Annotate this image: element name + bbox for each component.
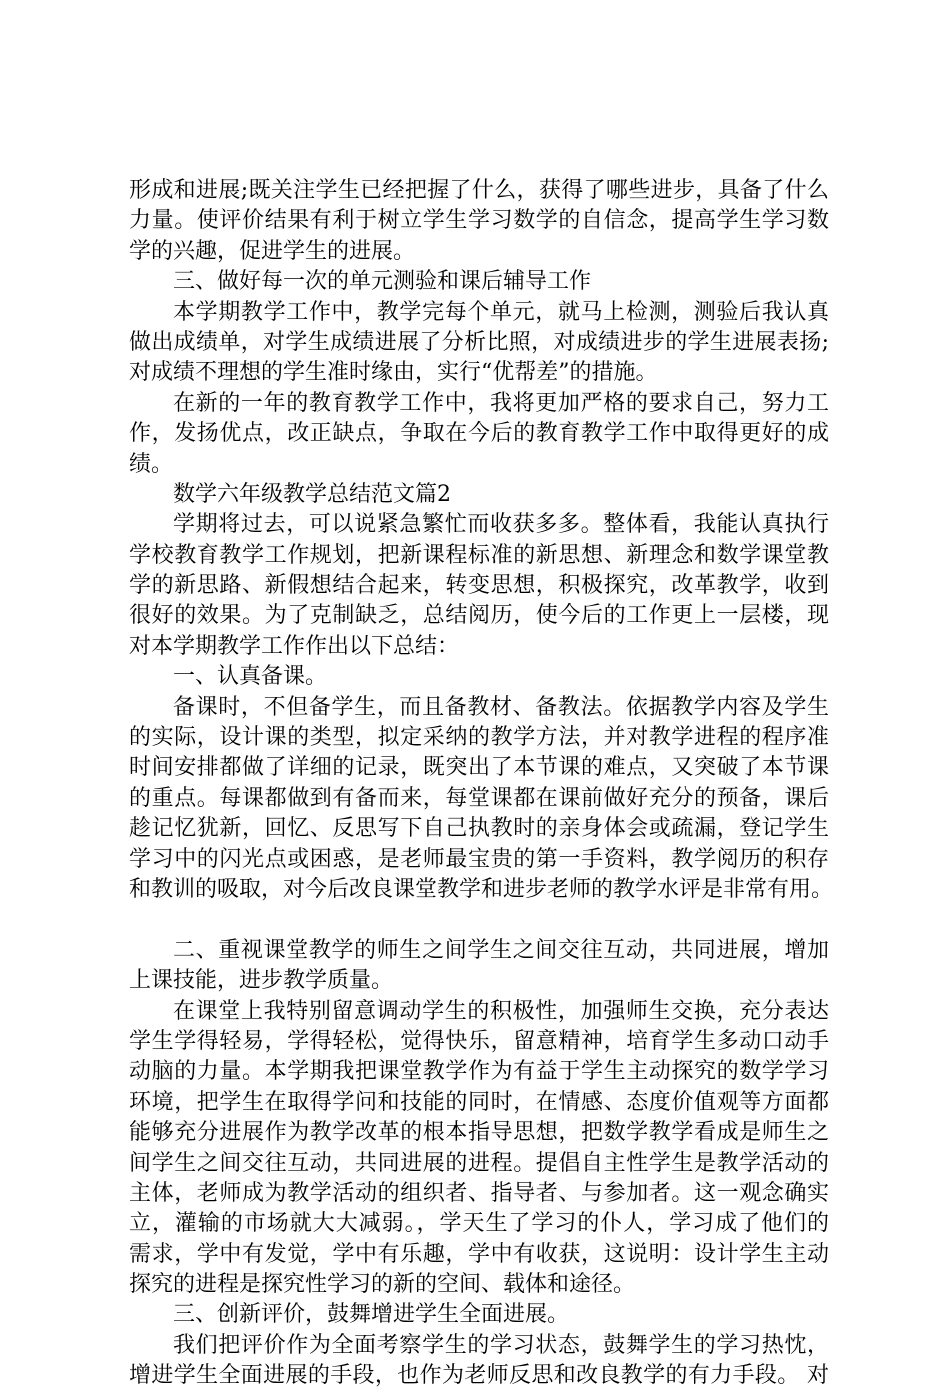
text-line: 间学生之间交往互动，共同进展的进程。提倡自主性学生是教学活动的 — [129, 1150, 829, 1176]
text-line: 的重点。每课都做到有备而来，每堂课都在课前做好充分的预备，课后 — [129, 785, 829, 811]
text-line: 和教训的吸取，对今后改良课堂教学和进步老师的教学水评是非常有用。 — [129, 876, 834, 902]
text-line: 主体，老师成为教学活动的组织者、指导者、与参加者。这一观念确实 — [129, 1180, 829, 1206]
text-line: 趁记忆犹新，回忆、反思写下自己执教时的亲身体会或疏漏，登记学生 — [129, 816, 829, 842]
text-line: 三、做好每一次的单元测验和课后辅导工作 — [173, 269, 592, 295]
text-line: 学习中的闪光点或困惑，是老师最宝贵的第一手资料，教学阅历的积存 — [129, 846, 829, 872]
text-line: 绩。 — [129, 451, 174, 477]
text-line: 数学六年级教学总结范文篇2 — [173, 481, 451, 507]
text-line: 在课堂上我特别留意调动学生的积极性，加强师生交换，充分表达 — [173, 998, 829, 1024]
document-body — [129, 176, 834, 1392]
text-line: 的实际，设计课的类型，拟定采纳的教学方法，并对教学进程的程序准 — [129, 725, 829, 751]
text-line: 做出成绩单，对学生成绩进展了分析比照，对成绩进步的学生进展表扬; — [129, 329, 829, 355]
text-line: 我们把评价作为全面考察学生的学习状态，鼓舞学生的学习热忱， — [173, 1332, 829, 1358]
text-line: 学生学得轻易，学得轻松，觉得快乐，留意精神，培育学生多动口动手 — [129, 1028, 829, 1054]
text-line: 作，发扬优点，改正缺点，争取在今后的教育教学工作中取得更好的成 — [129, 421, 829, 447]
text-line: 对成绩不理想的学生准时缘由，实行“优帮差”的措施。 — [129, 360, 658, 386]
text-line: 学的新思路、新假想结合起来，转变思想，积极探究，改革教学，收到 — [129, 573, 829, 599]
text-line: 探究的进程是探究性学习的新的空间、载体和途径。 — [129, 1272, 636, 1298]
text-line: 需求，学中有发觉，学中有乐趣，学中有收获，这说明：设计学生主动 — [129, 1241, 829, 1267]
text-line: 二、重视课堂教学的师生之间学生之间交往互动，共同进展，增加 — [173, 937, 829, 963]
text-line: 时间安排都做了详细的记录，既突出了本节课的难点，又突破了本节课 — [129, 755, 829, 781]
text-line: 在新的一年的教育教学工作中，我将更加严格的要求自己，努力工 — [173, 390, 829, 416]
text-line: 形成和进展;既关注学生已经把握了什么，获得了哪些进步，具备了什么 — [129, 178, 829, 203]
text-line: 学校教育教学工作规划，把新课程标准的新思想、新理念和数学课堂教 — [129, 542, 829, 568]
text-line: 学期将过去，可以说紧急繁忙而收获多多。整体看，我能认真执行 — [173, 512, 829, 538]
text-line: 一、认真备课。 — [173, 664, 328, 690]
blank-line — [129, 905, 829, 935]
text-line: 动脑的力量。本学期我把课堂教学作为有益于学生主动探究的数学学习 — [129, 1059, 829, 1085]
text-line: 本学期教学工作中，教学完每个单元，就马上检测，测验后我认真 — [173, 299, 829, 325]
text-line: 学的兴趣，促进学生的进展。 — [129, 238, 416, 264]
text-line: 备课时，不但备学生，而且备教材、备教法。依据教学内容及学生 — [173, 694, 829, 720]
text-line: 立，灌输的市场就大大减弱。，学天生了学习的仆人，学习成了他们的 — [129, 1211, 829, 1237]
text-line: 增进学生全面进展的手段，也作为老师反思和改良教学的有力手段。 对 — [129, 1363, 829, 1389]
text-line: 很好的效果。为了克制缺乏，总结阅历，使今后的工作更上一层楼，现 — [129, 603, 829, 629]
text-line: 三、创新评价，鼓舞增进学生全面进展。 — [173, 1302, 570, 1328]
text-line: 能够充分进展作为教学改革的根本指导思想，把数学教学看成是师生之 — [129, 1120, 829, 1146]
text-line: 力量。使评价结果有利于树立学生学习数学的自信念，提高学生学习数 — [129, 208, 829, 234]
text-line: 对本学期教学工作作出以下总结： — [129, 633, 460, 659]
text-line: 上课技能，进步教学质量。 — [129, 968, 394, 994]
text-line: 环境，把学生在取得学问和技能的同时，在情感、态度价值观等方面都 — [129, 1089, 829, 1115]
